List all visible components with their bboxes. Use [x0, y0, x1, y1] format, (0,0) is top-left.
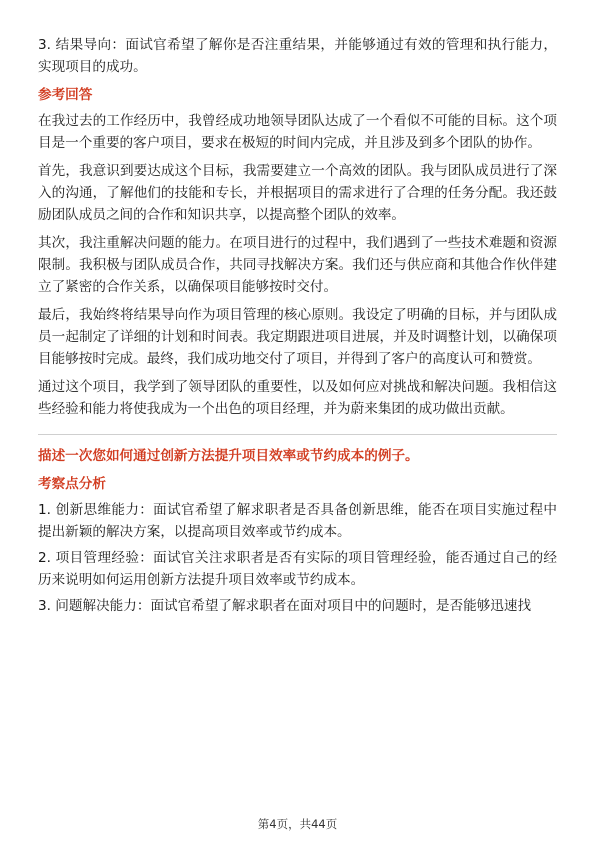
analysis-item: 3. 问题解决能力：面试官希望了解求职者在面对项目中的问题时，是否能够迅速找 [38, 598, 532, 614]
answer-paragraph: 其次，我注重解决问题的能力。在项目进行的过程中，我们遇到了一些技术难题和资源限制。我积极与团队成员合作，共同寻找解决方案。我们还与供应商和其他合作伙伴建立了紧密的合作关系，以确保项目能够按时交付。 [38, 235, 557, 295]
section-divider [38, 434, 557, 435]
answer-paragraph: 通过这个项目，我学到了领导团队的重要性，以及如何应对挑战和解决问题。我相信这些经验和能力将使我成为一个出色的项目经理，并为蔚来集团的成功做出贡献。 [38, 379, 557, 417]
question-title: 描述一次您如何通过创新方法提升项目效率或节约成本的例子。 [38, 448, 419, 464]
answer-paragraph: 最后，我始终将结果导向作为项目管理的核心原则。我设定了明确的目标，并与团队成员一起制定了详细的计划和时间表。我定期跟进项目进展，并及时调整计划，以确保项目能够按时完成。最终，我们成功地交付了项目，并得到了客户的高度认可和赞赏。 [38, 307, 557, 367]
answer-paragraph: 在我过去的工作经历中，我曾经成功地领导团队达成了一个看似不可能的目标。这个项目是一个重要的客户项目，要求在极短的时间内完成，并且涉及到多个团队的协作。 [38, 113, 557, 151]
intro-item-3: 3. 结果导向：面试官希望了解你是否注重结果，并能够通过有效的管理和执行能力，实现项目的成功。 [38, 37, 557, 75]
analysis-item: 2. 项目管理经验：面试官关注求职者是否有实际的项目管理经验，能否通过自己的经历来说明如何运用创新方法提升项目效率或节约成本。 [38, 550, 557, 588]
analysis-heading: 考察点分析 [38, 476, 106, 492]
analysis-item: 1. 创新思维能力：面试官希望了解求职者是否具备创新思维，能否在项目实施过程中提出新颖的解决方案，以提高项目效率或节约成本。 [38, 502, 557, 540]
answer-heading: 参考回答 [38, 87, 93, 103]
page-number: 第4页，共44页 [257, 817, 338, 831]
answer-paragraph: 首先，我意识到要达成这个目标，我需要建立一个高效的团队。我与团队成员进行了深入的沟通，了解他们的技能和专长，并根据项目的需求进行了合理的任务分配。我还鼓励团队成员之间的合作和知识共享，以提高整个团队的效率。 [38, 163, 557, 223]
